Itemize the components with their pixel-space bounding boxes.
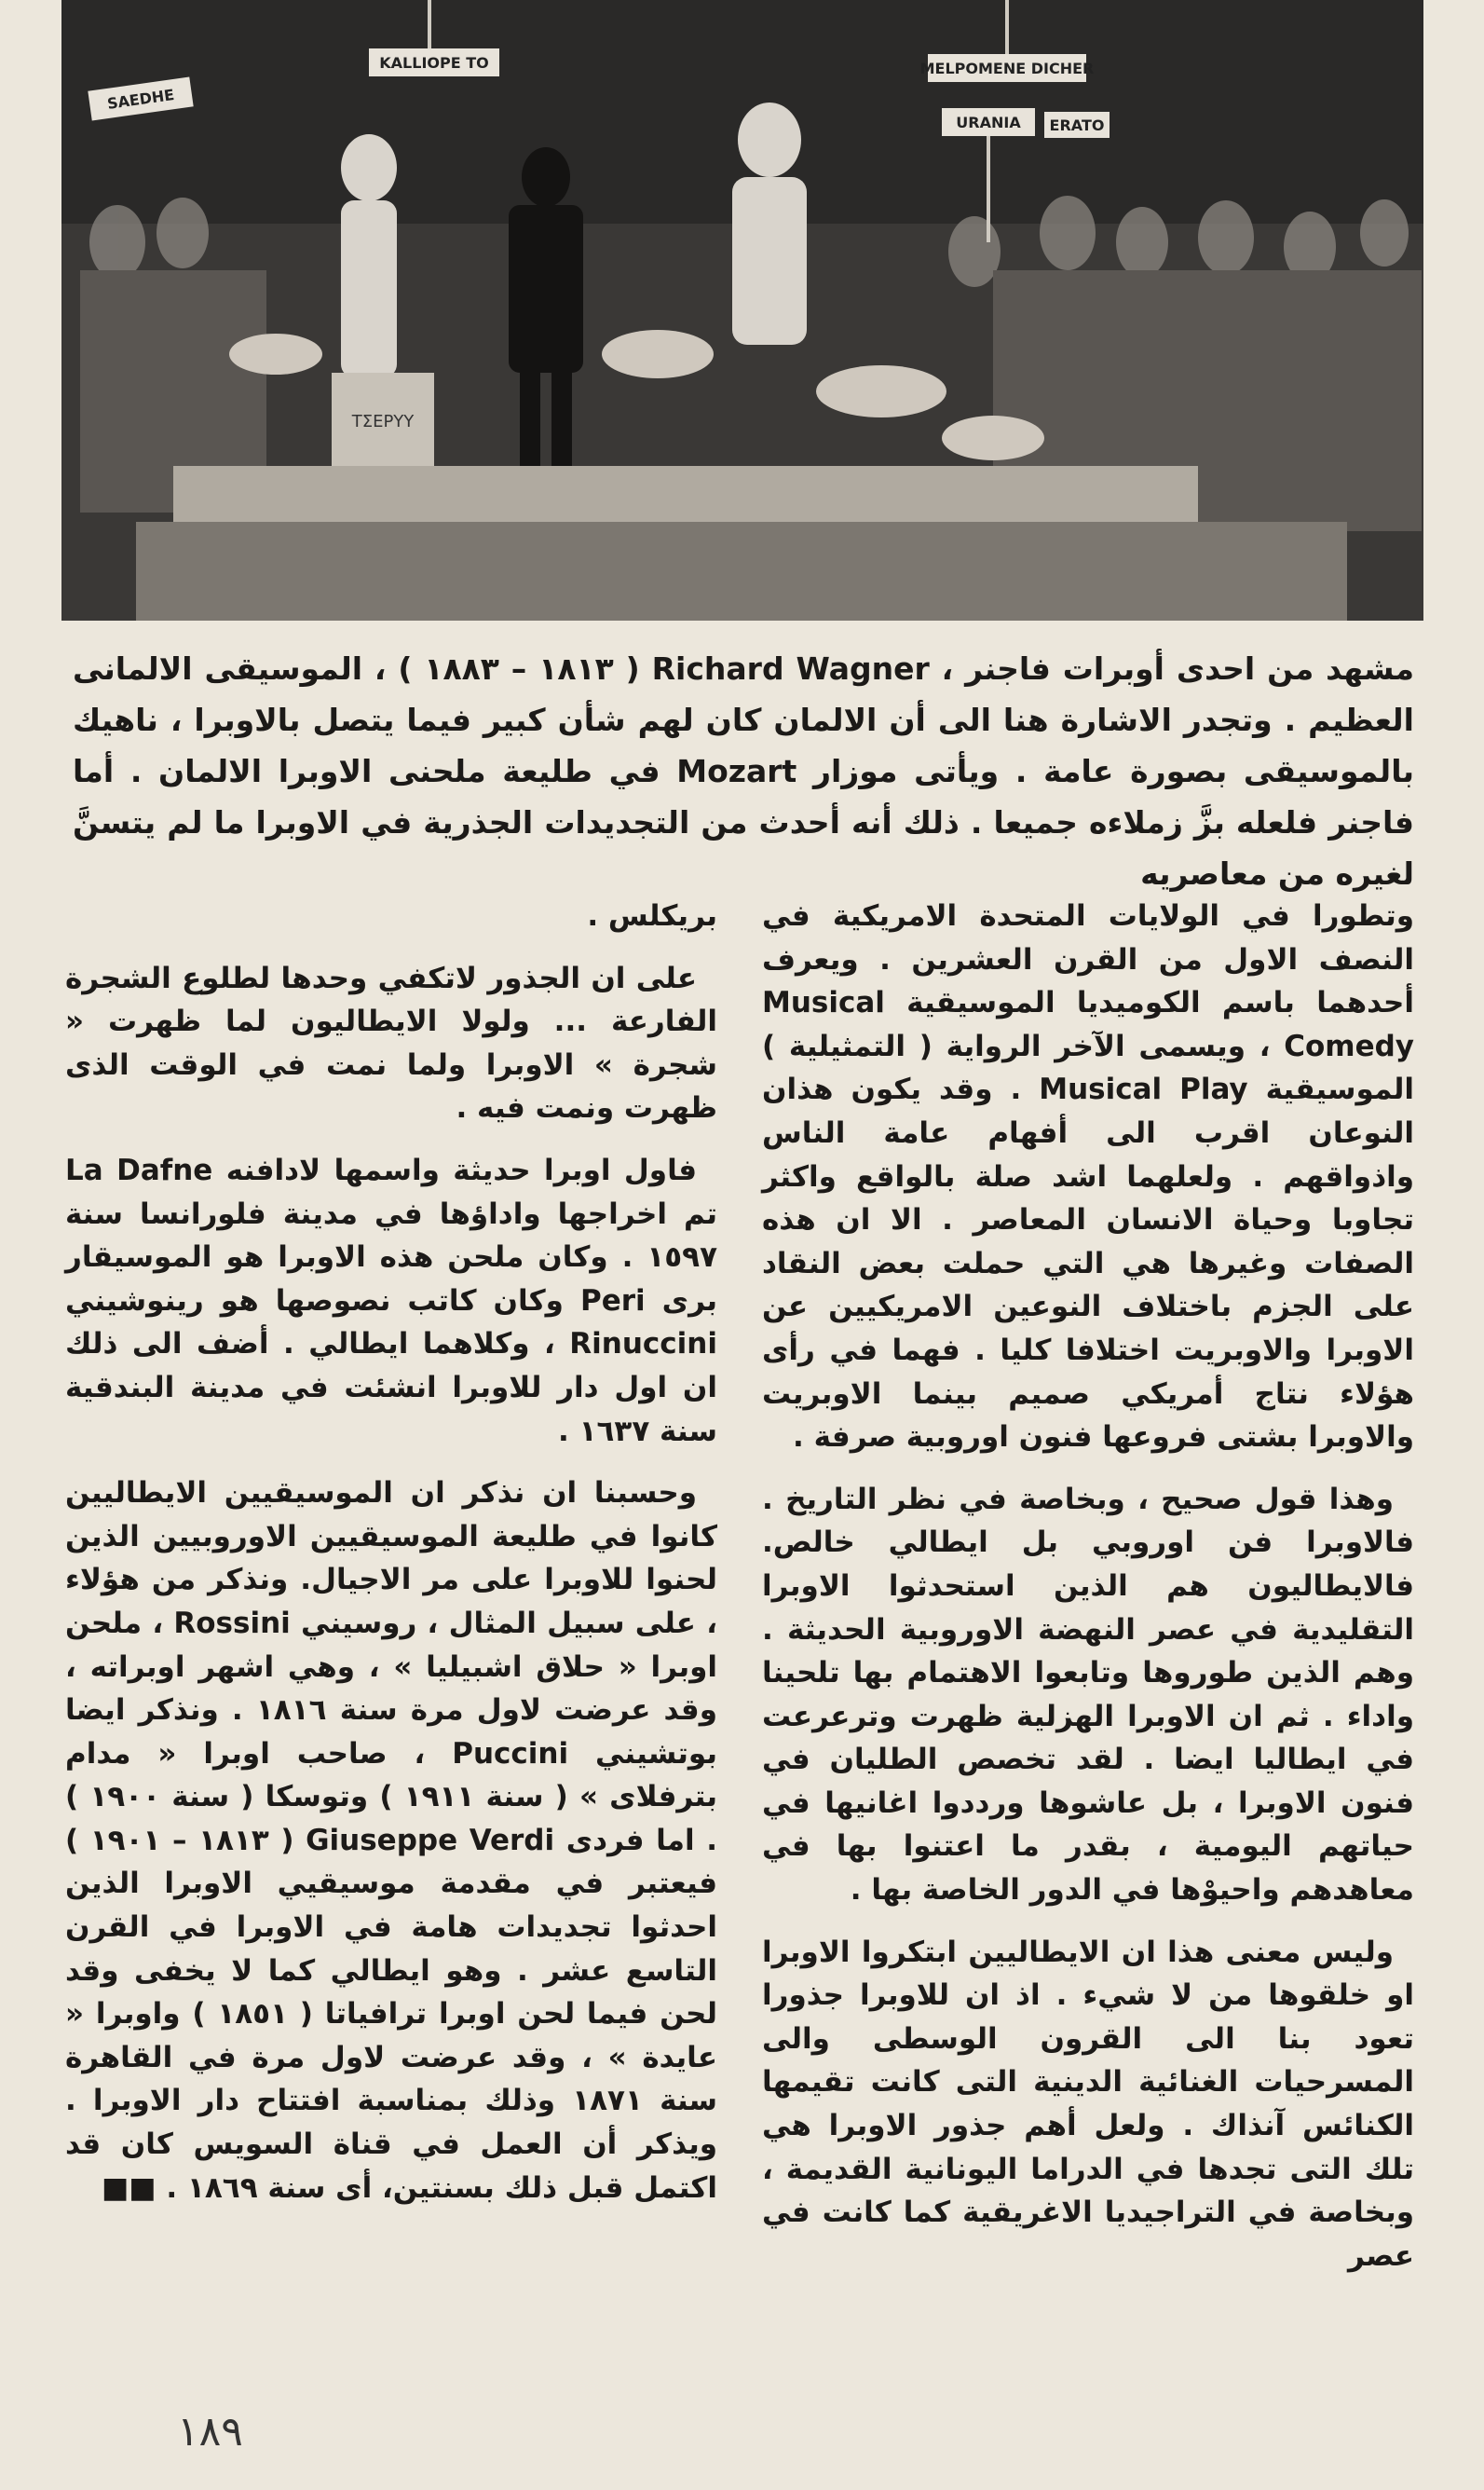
- sign-erato: ERATO: [1049, 116, 1105, 134]
- paragraph: بريكلس .: [587, 899, 717, 933]
- page-number: ١٨٩: [177, 2408, 243, 2456]
- paragraph: على ان الجذور لاتكفي وحدها لطلوع الشجرة الفارعة ... ولولا الايطاليون لما ظهرت « شجرة » الاوبرا ولما نمت في الوقت الذى ظهرت ونمت فيه .: [65, 961, 717, 1126]
- article-column-right: [762, 895, 1414, 2296]
- opera-photo: [61, 0, 1423, 621]
- opera-scene-illustration: [61, 0, 1423, 621]
- sign-kalliope: KALLIOPE TO: [379, 54, 489, 72]
- sign-urania: URANIA: [956, 114, 1021, 131]
- paragraph: وحسبنا ان نذكر ان الموسيقيين الايطاليين كانوا في طليعة الموسيقيين الاوروبيين الذين لحنوا للاوبرا على مر الاجيال. ونذكر من هؤلاء ، على سبيل المثال ، روسيني Rossini ، ملحن اوبرا « حلاق اشبيليا » ، وهي اشهر اوبراته ، وقد عرضت لاول مرة سنة ١٨١٦ . ونذكر ايضا بوتشيني Puccini ، صاحب اوبرا « مدام بترفلاى » ( سنة ١٩١١ ) وتوسكا ( سنة ١٩٠٠ ) . اما فردى Giuseppe Verdi ( ١٨١٣ – ١٩٠١ ) فيعتبر في مقدمة موسيقيي الاوبرا الذين احدثوا تجديدات هامة في الاوبرا في القرن التاسع عشر . وهو ايطالي كما لا يخفى وقد لحن فيما لحن اوبرا ترافياتا ( ١٨٥١ ) واوبرا « عايدة » ، وقد عرضت لاول مرة في القاهرة سنة ١٨٧١ وذلك بمناسبة افتتاح دار الاوبرا . ويذكر أن العمل في قناة السويس كان قد اكتمل قبل ذلك بسنتين، أى سنة ١٨٦٩ . ■■: [65, 1476, 718, 2205]
- article-column-left: [65, 895, 717, 2228]
- sign-melpomene: MELPOMENE DICHER: [919, 60, 1095, 77]
- paragraph: وليس معنى هذا ان الايطاليين ابتكروا الاوبرا او خلقوها من لا شيء . اذ ان للاوبرا جذورا تعود بنا الى القرون الوسطى والى المسرحيات الغنائية الدينية التى كانت تقيمها الكنائس آنذاك . ولعل أهم جذور الاوبرا هي تلك التى تجدها في الدراما اليونانية القديمة ، وبخاصة في التراجيديا الاغريقية كما كانت في عصر: [762, 1935, 1414, 2273]
- plaque-text: ΤΣΕΡΥΥ: [351, 412, 415, 431]
- photo-caption: مشهد من احدى أوبرات فاجنر ، Richard Wagner ( ١٨١٣ – ١٨٨٣ ) ، الموسيقى الالمانى العظيم . وتجدر الاشارة هنا الى أن الالمان كان لهم شأن كبير فيما يتصل بالاوبرا ، ناهيك بالموسيقى بصورة عامة . ويأتى موزار Mozart في طليعة ملحنى الاوبرا الالمان . أما فاجنر فلعله بزَّ زملاءه جميعا . ذلك أنه أحدث من التجديدات الجذرية في الاوبرا ما لم يتسنَّ لغيره من معاصريه: [73, 650, 1415, 892]
- paragraph: وتطورا في الولايات المتحدة الامريكية في النصف الاول من القرن العشرين . ويعرف أحدهما باسم الكوميديا الموسيقية Musical Comedy ، ويسمى الآخر الرواية ( التمثيلية ) الموسيقية Musical Play . وقد يكون هذان النوعان اقرب الى أفهام عامة الناس واذواقهم . ولعلهما اشد صلة بالواقع واكثر تجاوبا وحياة الانسان المعاصر . الا ان هذه الصفات وغيرها هي التي حملت بعض النقاد على الجزم باختلاف النوعين الامريكيين عن الاوبرا والاوبريت اختلافا كليا . فهما في رأى هؤلاء نتاج أمريكي صميم بينما الاوبريت والاوبرا بشتى فروعها فنون اوروبية صرفة .: [762, 899, 1415, 1455]
- paragraph: وهذا قول صحيح ، وبخاصة في نظر التاريخ . فالاوبرا فن اوروبي بل ايطالي خالص. فالايطاليون هم الذين استحدثوا الاوبرا التقليدية في عصر النهضة الاوروبية الحديثة . وهم الذين طوروها وتابعوا الاهتمام بها تلحينا واداء . ثم ان الاوبرا الهزلية ظهرت وترعرعت في ايطاليا ايضا . لقد تخصص الطليان في فنون الاوبرا ، بل عاشوها ورددوا اغانيها في حياتهم اليومية ، بقدر ما اعتنوا بها في معاهدهم واحيوْها في الدور الخاصة بها .: [762, 1482, 1414, 1908]
- paragraph: فاول اوبرا حديثة واسمها لادافنه La Dafne تم اخراجها واداؤها في مدينة فلورانسا سنة ١٥٩٧ . وكان ملحن هذه الاوبرا هو الموسيقار برى Peri وكان كاتب نصوصها هو رينوشيني Rinuccini ، وكلاهما ايطالي . أضف الى ذلك ان اول دار للاوبرا انشئت في مدينة البندقية سنة ١٦٣٧ .: [65, 1153, 717, 1448]
- sign-saedhe: SAEDHE: [105, 86, 176, 113]
